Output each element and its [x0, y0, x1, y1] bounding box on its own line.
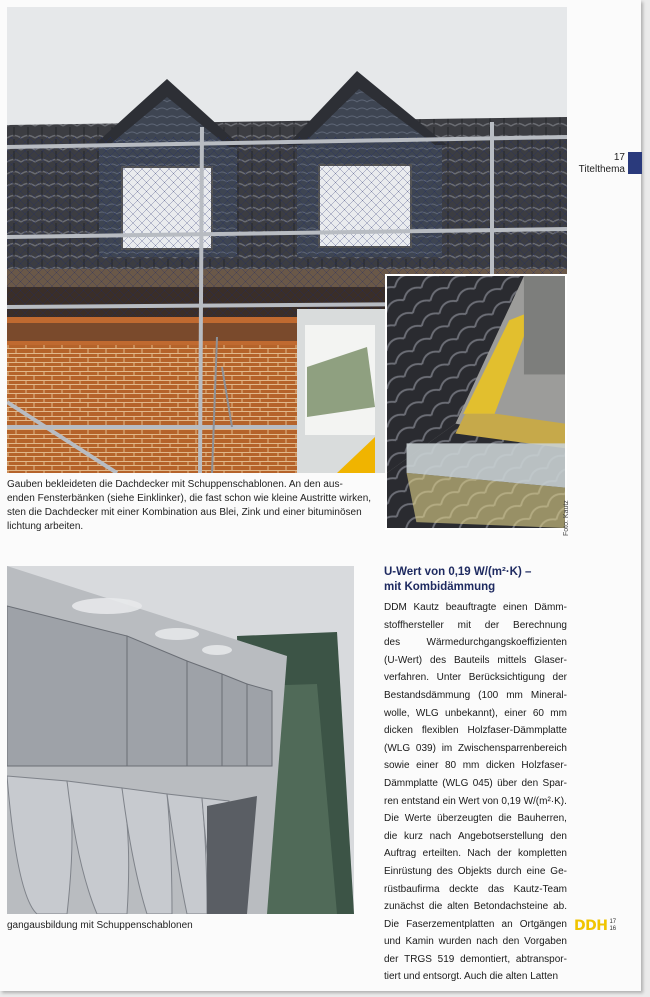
article-word: (100 [478, 689, 499, 701]
article-word: den [521, 777, 539, 789]
caption-line: Gauben bekleideten die Dachdecker mit Schuppenschablonen. An den aus- [7, 479, 343, 490]
article-word: Glaser- [534, 654, 567, 666]
article-heading [384, 565, 567, 595]
article-word: sowie [384, 760, 410, 772]
article-word: Bestandsdämmung [384, 689, 471, 701]
article-word: Zwischensparrenbereich [458, 742, 567, 754]
article-word: Bauherren, [517, 813, 567, 825]
article-line [384, 863, 567, 881]
article-word: nach [476, 936, 498, 948]
article-line [384, 933, 567, 951]
article-column [384, 565, 567, 986]
article-word: den [550, 830, 567, 842]
heading-line-1: U-Wert von 0,19 W/(m²·K) – [384, 566, 532, 578]
article-word: 60 [532, 707, 544, 719]
article-word: 0,19 [501, 795, 521, 807]
article-word: durch [496, 865, 522, 877]
article-word: und [384, 936, 401, 948]
bottom-photo-caption: gangausbildung mit Schuppenschablonen [7, 920, 193, 931]
ridge-scale-templates-photo [7, 566, 354, 914]
article-line [384, 757, 567, 775]
article-word: Ortgängen [519, 918, 567, 930]
article-word: Betondachsteine [473, 901, 549, 913]
article-line: tiert und entsorgt. Auch die alten Latten [384, 971, 559, 983]
article-word: deckte [449, 883, 479, 895]
article-word: das [488, 883, 505, 895]
logo-wordmark: DDH [574, 918, 608, 934]
article-word: dicken [485, 760, 515, 772]
article-word: ren [384, 795, 399, 807]
article-word: Nach [467, 848, 491, 860]
article-line [384, 617, 567, 635]
article-word: Faserzementplatten [406, 918, 495, 930]
article-word: die [384, 830, 398, 842]
article-word: nach [429, 830, 452, 842]
article-word: Auftrag [384, 848, 417, 860]
logo-page-top: 17 [609, 919, 617, 925]
article-word: dicken [384, 725, 413, 737]
photo-credit: Foto: Kautz [563, 500, 570, 536]
caption-line: sten die Dachdecker mit einer Kombination aus Blei, Zink und einer bituminösen [7, 507, 362, 518]
article-line [384, 687, 567, 705]
article-word: (U-Wert) [384, 654, 423, 666]
article-word: Wärmedurchgangskoeffizienten [426, 637, 567, 649]
article-word: DDM [384, 602, 407, 613]
logo-page-numbers [609, 919, 616, 933]
article-line [384, 793, 567, 811]
article-word: zunächst [384, 901, 425, 913]
article-word: Ge- [550, 865, 567, 877]
article-line [384, 652, 567, 670]
article-word: alten [447, 901, 469, 913]
article-word: von [482, 795, 499, 807]
article-word: der [484, 619, 500, 631]
article-body [384, 599, 567, 986]
article-line [384, 705, 567, 723]
article-word: Berücksichtigung [468, 672, 545, 684]
top-photo-caption [7, 478, 382, 534]
article-word: den [502, 936, 520, 948]
article-word: des [436, 865, 453, 877]
article-word: beauftragte [445, 602, 497, 613]
article-word: rüstbaufirma [384, 883, 440, 895]
article-word: eine [526, 865, 546, 877]
section-label: Titelthema [578, 164, 625, 175]
article-word: verfahren. [384, 672, 430, 684]
magazine-logo [574, 918, 616, 934]
article-word: Dämmplatte [384, 777, 438, 789]
article-line [384, 634, 567, 652]
article-word: Unter [436, 672, 462, 684]
article-line [384, 740, 567, 758]
article-word: über [497, 777, 518, 789]
logo-page-bottom: 16 [609, 926, 617, 932]
article-word: die [428, 901, 443, 913]
article-word: Kautz-Team [513, 883, 567, 895]
article-word: Mineral- [530, 689, 567, 701]
article-word: 045) [472, 777, 493, 789]
article-word: WLG [415, 707, 439, 719]
article-word: erteilten. [422, 848, 462, 860]
article-word: Die [384, 813, 400, 825]
article-word: überzeugten [437, 813, 493, 825]
article-word: flexiblen [421, 725, 459, 737]
article-word: mm [506, 689, 523, 701]
article-word: wolle, [384, 707, 410, 719]
article-word: ein [442, 795, 456, 807]
article-word: Holzfaser- [521, 760, 567, 772]
article-word: Wert [458, 795, 480, 807]
article-word: Die [384, 918, 400, 930]
article-word: Bauteils [453, 654, 490, 666]
article-word: 039) [415, 742, 436, 754]
article-word: Berechnung [513, 619, 567, 631]
article-word: Angebotserstellung [457, 830, 544, 842]
article-word: einer [416, 760, 439, 772]
article-word: demontiert, [460, 953, 511, 965]
article-word: Werte [404, 813, 432, 825]
article-word: kompletten [518, 848, 567, 860]
article-word: des [430, 654, 447, 666]
article-word: Einrüstung [384, 865, 432, 877]
article-word: Vorgaben [524, 936, 567, 948]
article-word: Kautz [413, 602, 440, 613]
article-word: Holzfaser-Dämmplatte [467, 725, 567, 737]
caption-line: lichtung arbeiten. [7, 521, 84, 532]
article-line [384, 916, 567, 934]
article-word: entstand [401, 795, 440, 807]
article-word: kurz [404, 830, 423, 842]
article-word: wurden [438, 936, 472, 948]
article-word: 80 [444, 760, 457, 772]
article-line [384, 845, 567, 863]
article-word: mm [550, 707, 567, 719]
article-word: (WLG [442, 777, 469, 789]
article-word: mm [462, 760, 480, 772]
article-line [384, 828, 567, 846]
heading-line-2: mit Kombidämmung [384, 581, 496, 593]
article-line [384, 898, 567, 916]
article-word: ab. [553, 901, 567, 913]
flashing-detail-inset-photo [385, 274, 567, 530]
section-color-block [628, 152, 642, 174]
article-word: Spar- [542, 777, 567, 789]
article-word: der [497, 848, 512, 860]
article-line [384, 722, 567, 740]
article-word: W/(m²·K). [523, 795, 567, 807]
article-word: Objekts [457, 865, 492, 877]
article-line [384, 951, 567, 969]
article-line [384, 881, 567, 899]
article-word: Kamin [405, 936, 434, 948]
section-marker [572, 152, 642, 176]
article-line [384, 669, 567, 687]
article-word: der [552, 672, 567, 684]
article-word: (WLG [384, 742, 411, 754]
article-word: einen [503, 602, 528, 613]
article-word: mit [457, 619, 471, 631]
article-word: des [384, 637, 401, 649]
article-line [384, 810, 567, 828]
article-word: die [498, 813, 512, 825]
article-word: 519 [437, 953, 455, 965]
article-word: mittels [497, 654, 527, 666]
article-line [384, 599, 567, 617]
page-number: 17 [613, 152, 625, 163]
article-word: Dämm- [534, 602, 567, 613]
article-word: im [441, 742, 453, 754]
article-word: stoffhersteller [384, 619, 444, 631]
article-word: TRGS [404, 953, 432, 965]
article-word: der [384, 953, 399, 965]
article-word: einer [504, 707, 527, 719]
caption-line: enden Fensterbänken (siehe Einklinker), die fast schon wie kleine Austritte wirken, [7, 493, 372, 504]
article-line [384, 775, 567, 793]
article-word: unbekannt), [445, 707, 498, 719]
article-word: abtranspor- [515, 953, 567, 965]
article-word: an [501, 918, 513, 930]
